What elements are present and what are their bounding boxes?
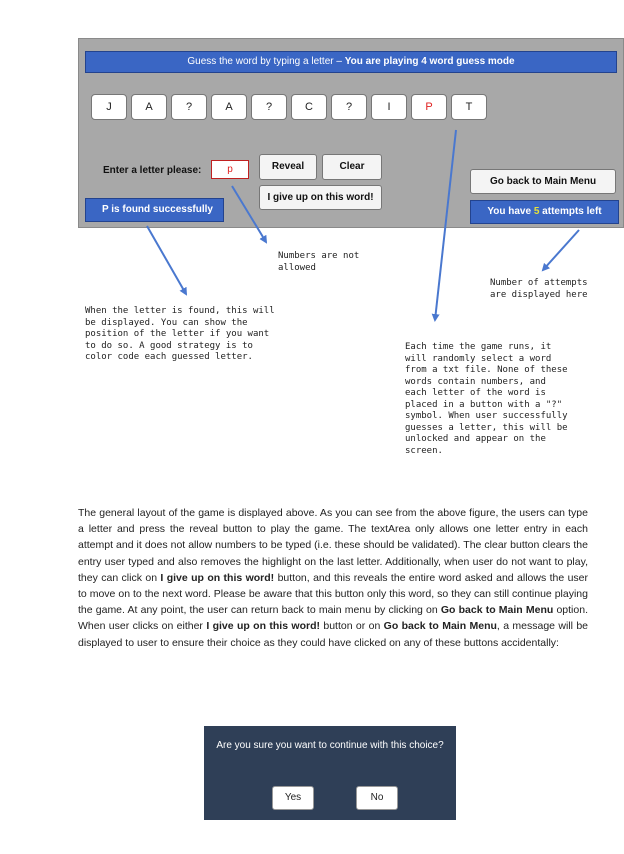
para-bold: I give up on this word!	[160, 571, 275, 584]
attempts-suffix: attempts left	[539, 206, 602, 217]
letter-tile[interactable]: A	[131, 94, 167, 120]
attempts-count: 5	[533, 206, 540, 217]
para-text: button or on	[319, 620, 384, 633]
random-word-note: Each time the game runs, it will randomly select a word from a txt file. None of these words contain numbers, and each letter of the word is placed in a button with a "?" symbol. When user successfully guesses a letter, this will be unlocked and appear on the screen.	[405, 342, 568, 456]
enter-letter-label: Enter a letter please:	[103, 165, 202, 176]
arrow-to-numbers-note	[232, 186, 266, 242]
clear-button[interactable]: Clear	[322, 154, 382, 180]
arrow-to-found-note	[147, 226, 186, 294]
found-note: When the letter is found, this will be displayed. You can show the position of the letter if you want to do so. A good strategy is to color code each guessed letter.	[85, 306, 275, 362]
para-bold: Go back to Main Menu	[440, 604, 554, 617]
numbers-note: Numbers are not allowed	[278, 251, 360, 273]
letter-tile[interactable]: T	[451, 94, 487, 120]
para-bold: I give up on this word!	[206, 620, 320, 633]
attempts-prefix: You have	[487, 206, 534, 217]
letter-tile[interactable]: ?	[251, 94, 287, 120]
title-plain: Guess the word by typing a letter –	[187, 56, 345, 67]
reveal-button[interactable]: Reveal	[259, 154, 317, 180]
letter-tile[interactable]: ?	[331, 94, 367, 120]
attempts-note: Number of attempts are displayed here	[490, 278, 588, 300]
give-up-button[interactable]: I give up on this word!	[259, 185, 382, 210]
found-status-banner: P is found successfully	[85, 198, 224, 222]
title-mode: You are playing 4 word guess mode	[344, 56, 515, 67]
yes-button[interactable]: Yes	[272, 786, 314, 810]
letter-tile[interactable]: I	[371, 94, 407, 120]
arrow-to-attempts-note	[543, 230, 579, 270]
confirm-message: Are you sure you want to continue with this choice?	[216, 740, 444, 751]
para-text: The general layout of the game is displayed above. As you can see from the above figure, the users can type a letter and press the reveal button to play the game. The textArea only allows one letter entry in each attempt and it does not allow numbers to be typed (i.e. these should be validated). The clear button clears the entry user typed and also removes the highlight on the last letter. Additionally, when user do not want to play, they can click on	[78, 507, 588, 584]
para-bold: Go back to Main Menu	[383, 620, 497, 633]
para-text: , a message will be displayed to user to ensure their choice as they could have clicked on any of these buttons accidentally:	[78, 620, 588, 649]
description-paragraph	[78, 505, 588, 651]
no-button[interactable]: No	[356, 786, 398, 810]
arrow-to-random-note	[435, 130, 456, 320]
letter-tile-found[interactable]: P	[411, 94, 447, 120]
letter-tile[interactable]: ?	[171, 94, 207, 120]
letter-input[interactable]: p	[211, 160, 249, 179]
confirm-dialog	[204, 726, 456, 820]
letter-tile[interactable]: A	[211, 94, 247, 120]
letter-tile[interactable]: J	[91, 94, 127, 120]
main-menu-button[interactable]: Go back to Main Menu	[470, 169, 616, 194]
letter-tile[interactable]: C	[291, 94, 327, 120]
para-text: option. When user clicks on either	[78, 604, 588, 633]
para-text: button, and this reveals the entire word asked and allows the user to move on to the next word. Please be aware that this button only this word, so they can still continue playing the game. At any point, the user can return back to main menu by clicking on	[78, 571, 588, 617]
